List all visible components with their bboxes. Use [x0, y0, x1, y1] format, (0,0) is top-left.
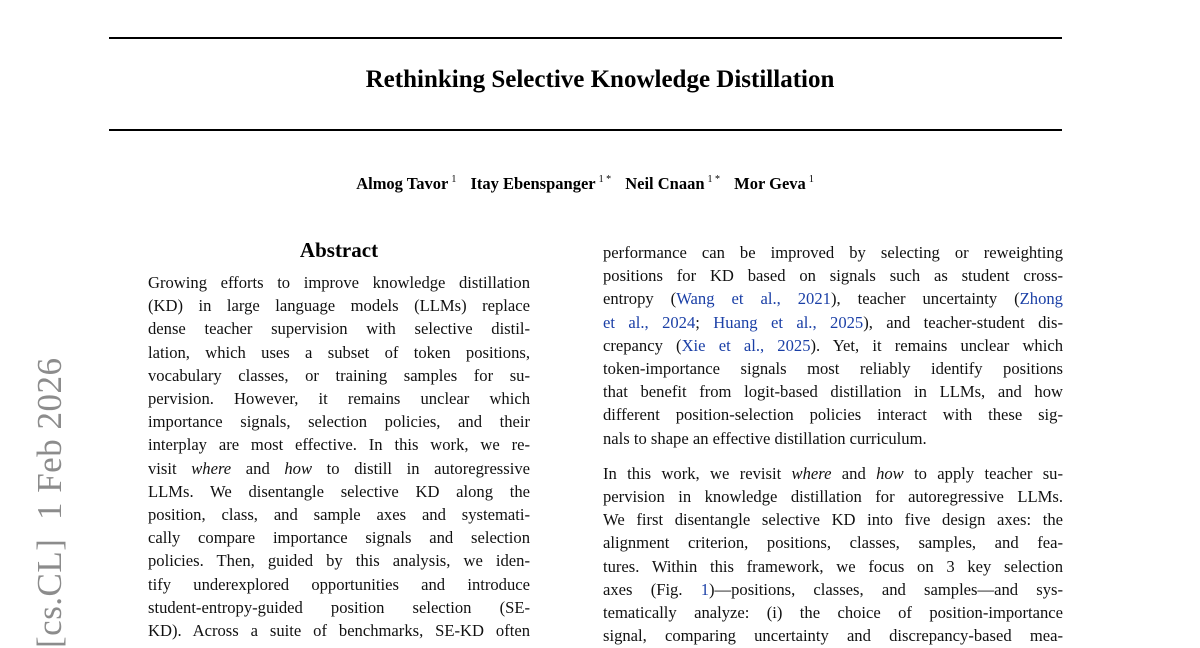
intro-line: entropy (Wang et al., 2021), teacher uncertainty (Zhong — [603, 289, 1063, 309]
citation-link[interactable]: et al., 2024 — [603, 312, 696, 332]
intro-paragraph-1 — [603, 241, 1063, 450]
intro-line: pervision in knowledge distillation for autoregressive LLMs. — [603, 487, 1063, 507]
intro-line: that benefit from logit-based distillation in LLMs, and how — [603, 382, 1063, 402]
intro-line: In this work, we revisit where and how to apply teacher su- — [603, 463, 1064, 483]
intro-line: token-importance signals most reliably identify positions — [603, 359, 1063, 379]
abstract-line: student-entropy-guided position selection (SE- — [148, 597, 530, 617]
intro-line: nals to shape an effective distillation curriculum. — [603, 428, 927, 448]
author: Itay Ebenspanger $^{1 *}$ — [470, 173, 612, 193]
abstract-line: pervision. However, it remains unclear which — [148, 389, 530, 409]
author: Mor Geva $^1$ — [734, 173, 814, 193]
abstract-line: Growing efforts to improve knowledge distillation — [148, 273, 530, 292]
abstract-line: importance signals, selection policies, and their — [148, 412, 530, 432]
intro-line: axes (Fig. 1)—positions, classes, and samples—and sys- — [603, 579, 1063, 599]
abstract-line: vocabulary classes, or training samples for su- — [148, 365, 530, 385]
citation-link[interactable]: Zhong — [1019, 289, 1063, 309]
intro-line: positions for KD based on signals such as student cross- — [603, 266, 1063, 286]
intro-line: et al., 2024; Huang et al., 2025), and teacher-student dis- — [603, 312, 1064, 332]
author: Neil Cnaan $^{1 *}$ — [625, 173, 721, 193]
abstract-heading: Abstract — [299, 238, 379, 262]
title-rule-bottom — [109, 129, 1062, 131]
intro-line: We first disentangle selective KD into five design axes: the — [603, 510, 1063, 530]
intro-line: tures. Within this framework, we focus on 3 key selection — [603, 556, 1063, 576]
abstract-line: KD). Across a suite of benchmarks, SE-KD often — [148, 621, 530, 641]
intro-body — [603, 241, 1063, 647]
intro-paragraph-2 — [603, 462, 1063, 648]
paragraph-gap — [603, 450, 1063, 462]
citation-link[interactable]: Xie et al., 2025 — [681, 335, 811, 355]
abstract-line: cally compare importance signals and selection — [148, 528, 530, 548]
abstract-line: tify underexplored opportunities and introduce — [148, 574, 530, 594]
intro-line: performance can be improved by selecting or reweighting — [603, 243, 1063, 262]
abstract-line: policies. Then, guided by this analysis, we iden- — [148, 551, 530, 571]
abstract-line: interplay are most effective. In this work, we re- — [148, 435, 530, 455]
abstract-line: dense teacher supervision with selective distil- — [148, 319, 530, 339]
citation-link[interactable]: Huang et al., 2025 — [713, 312, 864, 332]
author: Almog Tavor $^1$ — [356, 173, 457, 193]
figure-ref-link[interactable]: 1 — [700, 579, 710, 599]
paper-title: Rethinking Selective Knowledge Distillation — [365, 66, 835, 93]
abstract-line: position, class, and sample axes and systemati- — [148, 505, 530, 525]
abstract-line: lation, which uses a subset of token positions, — [148, 342, 530, 362]
arxiv-stamp: [cs.CL] 1 Feb 2026 — [30, 357, 69, 648]
citation-link[interactable]: Wang et al., 2021 — [676, 289, 831, 309]
title-rule-top — [109, 37, 1062, 39]
intro-line: different position-selection policies interact with these sig- — [603, 405, 1063, 425]
abstract-body — [148, 271, 530, 642]
abstract-line: visit where and how to distill in autoregressive — [148, 458, 530, 478]
intro-line: tematically analyze: (i) the choice of position-importance — [603, 603, 1063, 623]
abstract-line: (KD) in large language models (LLMs) replace — [148, 296, 530, 316]
intro-line: signal, comparing uncertainty and discrepancy-based mea- — [603, 626, 1063, 646]
abstract-line: LLMs. We disentangle selective KD along the — [148, 481, 530, 501]
author-list — [0, 174, 1170, 194]
intro-line: alignment criterion, positions, classes, samples, and fea- — [603, 533, 1063, 553]
intro-line: crepancy (Xie et al., 2025). Yet, it remains unclear which — [603, 335, 1063, 355]
